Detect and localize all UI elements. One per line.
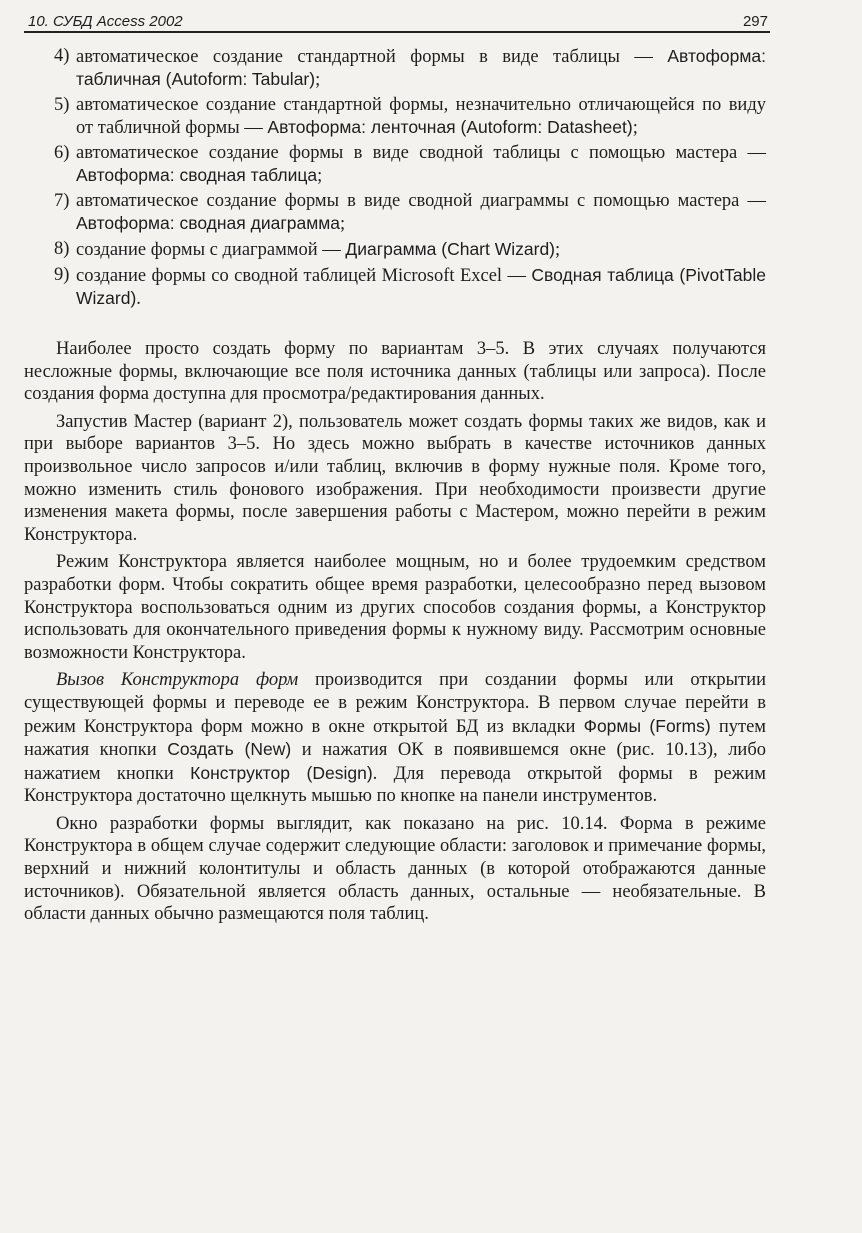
book-page [24, 6, 770, 1216]
list-item-text: автоматическое создание формы в виде сводной таблицы с помощью мастера — [76, 143, 766, 163]
list-item-end: ; [632, 118, 638, 138]
list-item-number: 5) [54, 95, 70, 115]
list-item [24, 190, 770, 235]
paragraph: Режим Конструктора является наиболее мощным, но и более трудоемким средством разработки форм. Чтобы сократить общее время разработки, целесообразно перед вызовом Конструктора воспользоваться одним из других способов создания формы, а Конструктор использовать для окончательного приведения формы к нужному виду. Рассмотрим основные возможности Конструктора. [24, 552, 766, 663]
list-item-end: ; [315, 70, 321, 90]
list-item-text: автоматическое создание стандартной формы, незначительно отличающейся по виду от табличной формы — [76, 95, 766, 138]
paragraph: Наиболее просто создать форму по вариантам 3–5. В этих случаях получаются несложные формы, включающие все поля источника данных (таблицы или запроса). После создания форма доступна для просмотра/редактирования данных. [24, 339, 766, 405]
list-item [24, 264, 770, 310]
list-item [24, 238, 770, 261]
list-item-end: ; [555, 240, 561, 260]
body-text [24, 338, 770, 926]
page-number: 297 [742, 13, 768, 30]
list-item-end: ; [317, 166, 323, 186]
list-item-text: создание формы с диаграммой — [76, 240, 346, 260]
paragraph-text: производится при создании формы или открытии существующей формы и переводе ее в режим Конструктора. В первом случае перейти в режим Конструктора форм можно в окне открытой БД из вкладки [24, 670, 766, 737]
list-item-term: Автоформа: сводная таблица [76, 165, 318, 185]
paragraph-text: и нажатия ОК в появившемся окне (рис. 10.13), либо нажатием кнопки [24, 740, 766, 784]
list-item-term: Автоформа: ленточная (Autoform: Datasheet) [267, 117, 633, 137]
list-item-number: 6) [54, 143, 70, 163]
ui-term-new-button: Создать (New) [167, 739, 292, 760]
ui-term-forms-tab: Формы (Forms) [583, 715, 711, 736]
list-item-term: Автоформа: табличная (Autoform: Tabular) [76, 46, 766, 89]
list-item-term: Диаграмма (Chart Wizard) [345, 239, 556, 259]
list-item-term: Автоформа: сводная диаграмма [76, 213, 340, 233]
paragraph: Окно разработки формы выглядит, как показано на рис. 10.14. Форма в режиме Конструктора в общем случае содержит следующие области: заголовок и примечание формы, верхний и нижний колонтитулы и область данных (в которой отображаются данные источников). Обязательной является область данных, остальные — необязательные. В области данных обычно размещаются поля таблиц. [24, 813, 766, 925]
ui-term-design-button: Конструктор (Design) [190, 762, 373, 783]
list-item-term: Сводная таблица (PivotTable Wizard) [76, 265, 766, 308]
list-item-text: автоматическое создание формы в виде сводной диаграммы с помощью мастера — [76, 191, 766, 211]
list-item [24, 45, 770, 91]
list-item [24, 94, 770, 139]
list-item-number: 9) [54, 265, 70, 285]
paragraph-lead-term: Вызов Конструктора форм [56, 670, 299, 691]
list-item-end: ; [340, 214, 346, 234]
list-item-number: 4) [54, 46, 70, 66]
paragraph-text: путем нажатия кнопки [24, 716, 766, 761]
list-item [24, 142, 770, 187]
form-creation-methods-list [24, 45, 770, 310]
chapter-title: 10. СУБД Access 2002 [28, 13, 183, 30]
list-item-text: создание формы со сводной таблицей Microsoft Excel — [76, 266, 532, 286]
list-item-number: 8) [54, 239, 70, 259]
list-item-end: . [136, 289, 141, 309]
list-item-number: 7) [54, 191, 70, 211]
list-item-text: автоматическое создание стандартной формы в виде таблицы — [76, 47, 668, 67]
paragraph-text: . Для перевода открытой формы в режим Конструктора достаточно щелкнуть мышью по кнопке на панели инструментов. [24, 763, 766, 807]
paragraph: Запустив Мастер (вариант 2), пользователь может создать формы таких же видов, как и при выборе вариантов 3–5. Но здесь можно выбрать в качестве источников данных произвольное число запросов и/или таблиц, включив в форму нужные поля. Кроме того, можно изменить стиль фонового изображения. При необходимости произвести другие изменения макета формы, после завершения работы с Мастером, можно перейти в режим Конструктора. [24, 411, 766, 545]
paragraph [24, 669, 770, 808]
running-header [24, 6, 770, 33]
